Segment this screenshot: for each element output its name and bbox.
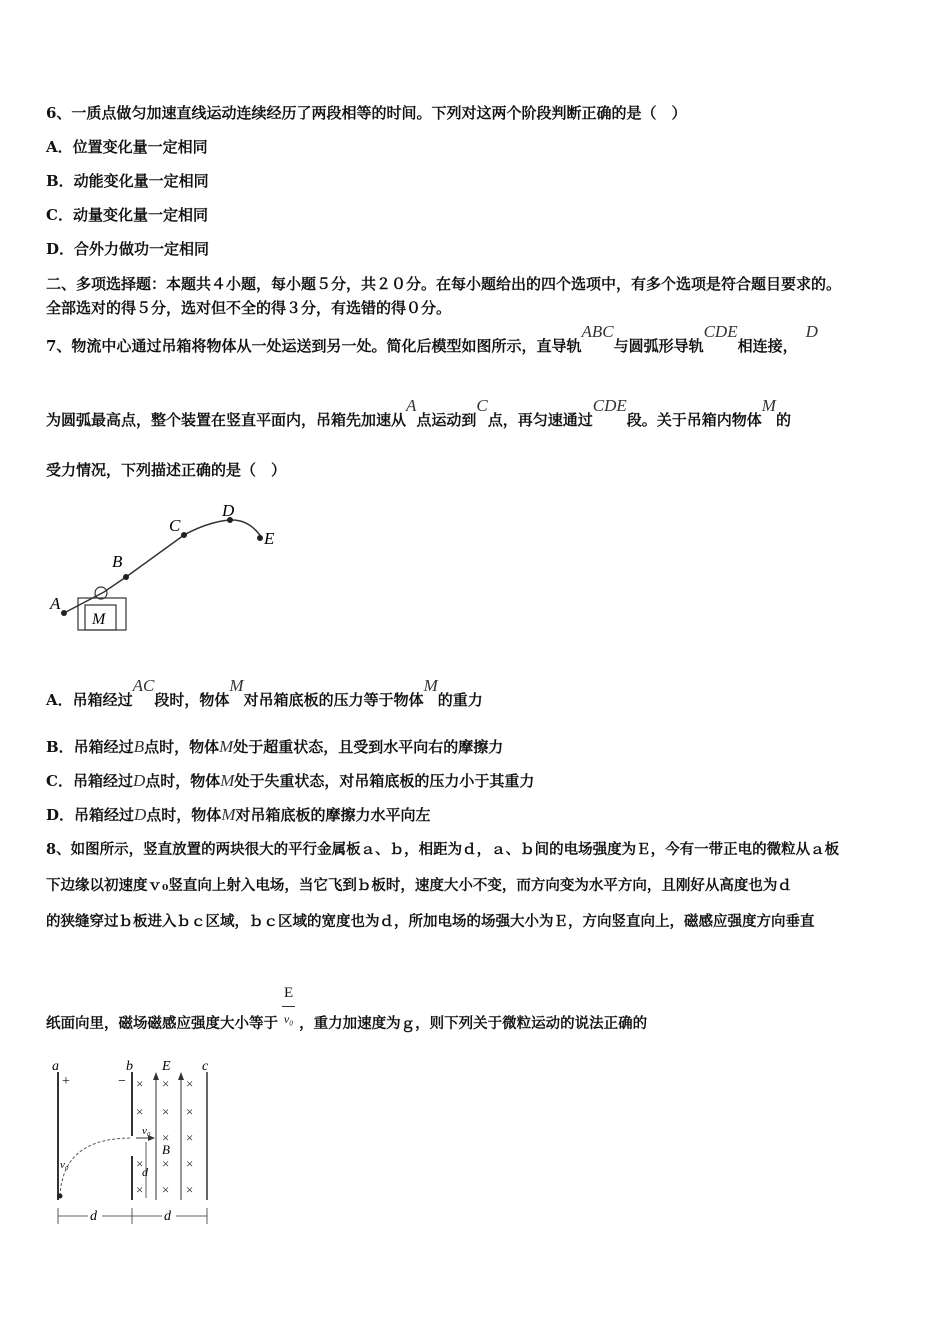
opt-text: 处于超重状态，且受到水平向右的摩擦力 bbox=[233, 738, 504, 756]
label-d-slit: d bbox=[142, 1165, 148, 1179]
var-cde: CDE bbox=[592, 396, 627, 415]
q8-line4 bbox=[46, 985, 648, 1047]
frac-numerator: E bbox=[282, 983, 295, 1007]
var-c: C bbox=[476, 396, 488, 415]
var-b: B bbox=[133, 737, 145, 756]
var-m: M bbox=[423, 676, 438, 695]
q7-option-b bbox=[46, 737, 503, 757]
plus-sign: + bbox=[62, 1074, 70, 1089]
q8-line3: 的狭缝穿过ｂ板进入ｂｃ区域，ｂｃ区域的宽度也为ｄ，所加电场的场强大小为Ｅ，方向竖直向上，磁感应强度方向垂直 bbox=[46, 913, 815, 930]
field-arrow-1 bbox=[153, 1072, 159, 1080]
q6-option-a: A．位置变化量一定相同 bbox=[46, 138, 208, 156]
field-arrow-2 bbox=[178, 1072, 184, 1080]
cross: × bbox=[136, 1156, 144, 1171]
q7-text: 段。关于吊箱内物体 bbox=[626, 411, 762, 429]
cross: × bbox=[162, 1130, 170, 1145]
opt-text: 段时，物体 bbox=[154, 691, 230, 709]
label-a: a bbox=[52, 1059, 59, 1074]
var-m: M bbox=[761, 396, 776, 415]
cross: × bbox=[162, 1104, 170, 1119]
label-d-left: d bbox=[90, 1209, 97, 1224]
var-abc: ABC bbox=[581, 322, 614, 341]
label-v0-initial: v₀ bbox=[60, 1159, 69, 1171]
label-b: B bbox=[112, 552, 123, 571]
minus-sign: − bbox=[118, 1074, 126, 1089]
var-m: M bbox=[229, 676, 244, 695]
q8-figure bbox=[44, 1058, 224, 1233]
label-m: M bbox=[92, 611, 106, 628]
q6-option-d: D．合外力做功一定相同 bbox=[46, 240, 210, 258]
var-d: D bbox=[134, 805, 147, 824]
particle bbox=[58, 1194, 63, 1199]
q7-text: 相连接， bbox=[737, 337, 798, 355]
label-b-field: B bbox=[162, 1142, 170, 1157]
q7-text: 与圆弧形导轨 bbox=[613, 337, 704, 355]
q7-text: 为圆弧最高点，整个装置在竖直平面内，吊箱先加速从 bbox=[46, 411, 407, 429]
label-v0-exit: v₀ bbox=[142, 1125, 151, 1137]
label-d-right: d bbox=[164, 1209, 171, 1224]
opt-text: 的重力 bbox=[437, 691, 483, 709]
rail-curve bbox=[64, 520, 262, 613]
label-e: E bbox=[264, 529, 275, 548]
particle-path bbox=[60, 1138, 132, 1196]
opt-text: 点时，物体 bbox=[144, 738, 220, 756]
var-a: A bbox=[406, 396, 417, 415]
label-a: A bbox=[50, 594, 61, 613]
opt-text: 点时，物体 bbox=[146, 806, 222, 824]
cross: × bbox=[162, 1182, 170, 1197]
q8-line1: 8、如图所示，竖直放置的两块很大的平行金属板ａ、ｂ，相距为ｄ，ａ、ｂ间的电场强度为Ｅ，今有一带正电的微粒从ａ板 bbox=[46, 841, 840, 858]
cross: × bbox=[186, 1076, 194, 1091]
fraction-e-over-v0 bbox=[282, 983, 295, 1029]
section2-line1: 二、多项选择题：本题共４小题，每小题５分，共２０分。在每小题给出的四个选项中，有多个选项是符合题目要求的。 bbox=[46, 275, 842, 293]
point-b bbox=[123, 574, 129, 580]
point-c bbox=[181, 532, 187, 538]
q7-stem-line2 bbox=[46, 396, 791, 430]
var-d: D bbox=[805, 322, 818, 341]
cross: × bbox=[186, 1182, 194, 1197]
q6-option-b: B．动能变化量一定相同 bbox=[46, 172, 209, 190]
var-d: D bbox=[132, 771, 146, 790]
cross: × bbox=[136, 1076, 144, 1091]
opt-text: B．吊箱经过 bbox=[46, 738, 134, 756]
cross: × bbox=[162, 1076, 170, 1091]
var-m: M bbox=[220, 771, 235, 790]
opt-text: A．吊箱经过 bbox=[46, 691, 133, 709]
q7-option-c bbox=[46, 771, 534, 791]
opt-text: 对吊箱底板的摩擦力水平向左 bbox=[235, 806, 431, 824]
cross: × bbox=[162, 1156, 170, 1171]
point-e bbox=[257, 535, 263, 541]
q7-option-d bbox=[46, 805, 431, 825]
q7-text: 点，再匀速通过 bbox=[487, 411, 593, 429]
cross: × bbox=[186, 1130, 194, 1145]
opt-text: 点时，物体 bbox=[145, 772, 221, 790]
cross: × bbox=[186, 1104, 194, 1119]
cross: × bbox=[136, 1104, 144, 1119]
label-d: D bbox=[222, 501, 235, 520]
var-ac: AC bbox=[132, 676, 155, 695]
label-e: E bbox=[162, 1059, 171, 1074]
q7-text: 的 bbox=[775, 411, 791, 429]
frac-denominator: v₀ bbox=[283, 1012, 294, 1026]
cross: × bbox=[136, 1182, 144, 1197]
q7-stem-line1 bbox=[46, 322, 818, 356]
opt-text: 对吊箱底板的压力等于物体 bbox=[243, 691, 424, 709]
q8-text: ，重力加速度为ｇ，则下列关于微粒运动的说法正确的 bbox=[299, 1015, 648, 1032]
opt-text: 处于失重状态，对吊箱底板的压力小于其重力 bbox=[234, 772, 535, 790]
label-b: b bbox=[126, 1059, 133, 1074]
q6-option-c: C．动量变化量一定相同 bbox=[46, 206, 208, 224]
q8-text: 纸面向里，磁场磁感应强度大小等于 bbox=[46, 1015, 278, 1032]
q7-stem-line3: 受力情况，下列描述正确的是（ ） bbox=[46, 461, 287, 479]
q7-text: 7、物流中心通过吊箱将物体从一处运送到另一处。简化后模型如图所示，直导轨 bbox=[46, 337, 582, 355]
var-m: M bbox=[221, 805, 236, 824]
section2-line2: 全部选对的得５分，选对但不全的得３分，有选错的得０分。 bbox=[46, 299, 452, 317]
q7-option-a bbox=[46, 676, 483, 710]
opt-text: D．吊箱经过 bbox=[46, 806, 135, 824]
label-c: c bbox=[202, 1059, 209, 1074]
cross: × bbox=[186, 1156, 194, 1171]
var-cde: CDE bbox=[703, 322, 738, 341]
var-m: M bbox=[219, 737, 234, 756]
point-a bbox=[61, 610, 67, 616]
q6-stem: 6、一质点做匀加速直线运动连续经历了两段相等的时间。下列对这两个阶段判断正确的是（ ） bbox=[46, 104, 687, 122]
q8-line2: 下边缘以初速度ｖ₀竖直向上射入电场，当它飞到ｂ板时，速度大小不变，而方向变为水平方向，且刚好从高度也为ｄ bbox=[46, 877, 792, 894]
q7-figure bbox=[44, 500, 294, 640]
opt-text: C．吊箱经过 bbox=[46, 772, 133, 790]
label-c: C bbox=[169, 516, 181, 535]
q7-text: 点运动到 bbox=[416, 411, 477, 429]
